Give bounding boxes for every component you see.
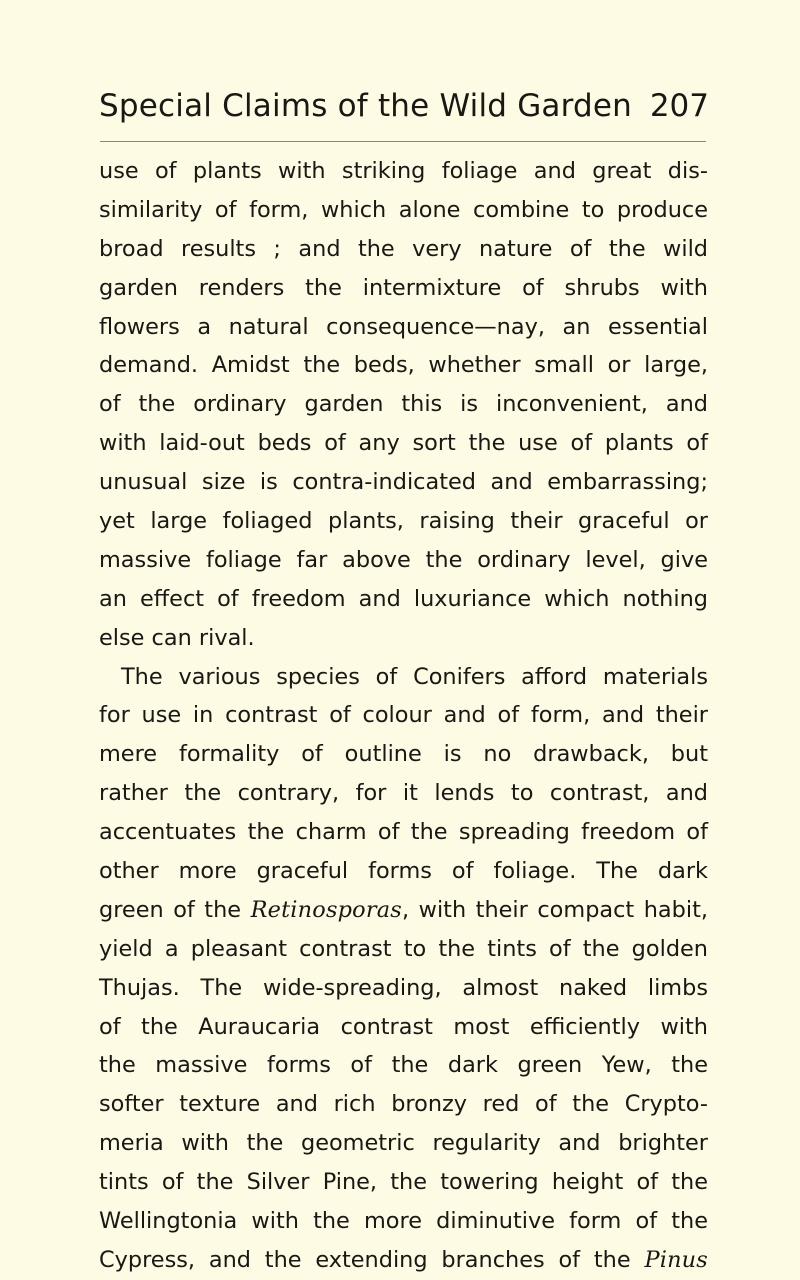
text-line: unusual size is contra-indicated and embarrassing; xyxy=(99,469,708,496)
page-number: 207 xyxy=(649,88,709,124)
text-line: use of plants with striking foliage and great dis- xyxy=(99,158,708,184)
header-rule xyxy=(100,141,706,142)
italic-term: Retinosporas xyxy=(250,896,402,923)
text-line: massive foliage far above the ordinary level, give xyxy=(99,546,708,573)
text-line: Thujas. The wide-spreading, almost naked limbs xyxy=(99,974,708,1001)
text-line: the massive forms of the dark green Yew, the xyxy=(99,1052,708,1079)
text-line: broad results ; and the very nature of the wild xyxy=(99,235,708,262)
text-line: with laid-out beds of any sort the use of plants of xyxy=(99,430,708,457)
text-segment: green of the xyxy=(99,896,251,923)
text-segment: , with their compact habit, xyxy=(402,896,708,923)
text-line: Wellingtonia with the more diminutive form of the xyxy=(99,1208,708,1235)
text-line: an effect of freedom and luxuriance which nothing xyxy=(99,585,708,612)
text-line: yet large foliaged plants, raising their graceful or xyxy=(99,508,708,535)
text-line: tints of the Silver Pine, the towering height of the xyxy=(99,1169,708,1196)
text-line: similarity of form, which alone combine to produce xyxy=(99,196,708,223)
text-line: demand. Amidst the beds, whether small or large, xyxy=(99,352,708,379)
text-segment: Cypress, and the extending branches of the xyxy=(99,1246,645,1273)
text-line: meria with the geometric regularity and brighter xyxy=(99,1130,708,1157)
text-line xyxy=(99,1241,708,1280)
body-text xyxy=(99,152,708,1280)
text-line: mere formality of outline is no drawback, but xyxy=(99,741,708,768)
text-line: of the Auraucaria contrast most efficiently with xyxy=(99,1013,708,1040)
running-title: Special Claims of the Wild Garden xyxy=(99,88,633,124)
text-line: for use in contrast of colour and of form, and their xyxy=(99,702,708,729)
italic-term: Pinus xyxy=(644,1246,708,1273)
text-line: of the ordinary garden this is inconvenient, and xyxy=(99,391,708,418)
text-line: garden renders the intermixture of shrubs with xyxy=(99,274,708,301)
text-line: accentuates the charm of the spreading freedom of xyxy=(99,819,708,846)
paragraph-start-line: The various species of Conifers afford materials xyxy=(121,663,708,690)
text-line: yield a pleasant contrast to the tints of the golden xyxy=(99,935,708,962)
text-line: softer texture and rich bronzy red of the Crypto- xyxy=(99,1091,708,1118)
text-line: flowers a natural consequence—nay, an essential xyxy=(99,313,708,340)
running-head xyxy=(99,86,709,136)
text-line xyxy=(99,891,708,930)
text-line: other more graceful forms of foliage. The dark xyxy=(99,858,708,885)
text-line: else can rival. xyxy=(99,624,255,651)
text-line: rather the contrary, for it lends to contrast, and xyxy=(99,780,708,807)
